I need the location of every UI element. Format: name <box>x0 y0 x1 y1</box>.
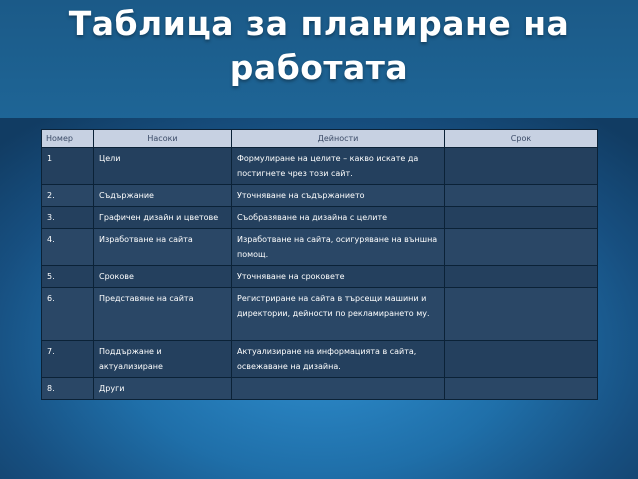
cell-deadline <box>445 185 598 207</box>
cell-number: 5. <box>42 266 94 288</box>
table-row <box>42 266 598 288</box>
table-row <box>42 185 598 207</box>
cell-deadline <box>445 229 598 266</box>
slide-title <box>0 2 638 90</box>
table-row <box>42 378 598 400</box>
cell-deadline <box>445 207 598 229</box>
cell-activity: Уточняване на съдържанието <box>232 185 445 207</box>
planning-table <box>41 129 598 400</box>
cell-number: 7. <box>42 341 94 378</box>
cell-deadline <box>445 148 598 185</box>
cell-number: 3. <box>42 207 94 229</box>
cell-direction: Цели <box>94 148 232 185</box>
cell-number: 8. <box>42 378 94 400</box>
title-area <box>0 0 638 118</box>
cell-direction: Други <box>94 378 232 400</box>
table-row <box>42 207 598 229</box>
header-number: Номер <box>42 130 94 148</box>
header-deadline: Срок <box>445 130 598 148</box>
cell-activity: Съобразяване на дизайна с целите <box>232 207 445 229</box>
cell-deadline <box>445 266 598 288</box>
cell-direction: Поддържане и актуализиране <box>94 341 232 378</box>
cell-number: 1 <box>42 148 94 185</box>
slide-title-line-2: работата <box>229 48 409 87</box>
cell-deadline <box>445 378 598 400</box>
cell-activity <box>232 378 445 400</box>
cell-activity: Регистриране на сайта в търсещи машини и директории, дейности по рекламирането му. <box>232 288 445 341</box>
cell-deadline <box>445 341 598 378</box>
cell-direction: Представяне на сайта <box>94 288 232 341</box>
header-activities: Дейности <box>232 130 445 148</box>
planning-table-container <box>41 129 597 400</box>
cell-activity: Изработване на сайта, осигуряване на външна помощ. <box>232 229 445 266</box>
cell-number: 2. <box>42 185 94 207</box>
cell-number: 6. <box>42 288 94 341</box>
table-row <box>42 288 598 341</box>
cell-number: 4. <box>42 229 94 266</box>
cell-direction: Изработване на сайта <box>94 229 232 266</box>
slide-title-line-1: Таблица за планиране на <box>68 4 570 43</box>
cell-activity: Формулиране на целите – какво искате да постигнете чрез този сайт. <box>232 148 445 185</box>
cell-direction: Графичен дизайн и цветове <box>94 207 232 229</box>
header-directions: Насоки <box>94 130 232 148</box>
table-row <box>42 148 598 185</box>
cell-activity: Актуализиране на информацията в сайта, освежаване на дизайна. <box>232 341 445 378</box>
cell-direction: Съдържание <box>94 185 232 207</box>
cell-deadline <box>445 288 598 341</box>
table-row <box>42 341 598 378</box>
table-header-row <box>42 130 598 148</box>
cell-activity: Уточняване на сроковете <box>232 266 445 288</box>
cell-direction: Срокове <box>94 266 232 288</box>
table-row <box>42 229 598 266</box>
